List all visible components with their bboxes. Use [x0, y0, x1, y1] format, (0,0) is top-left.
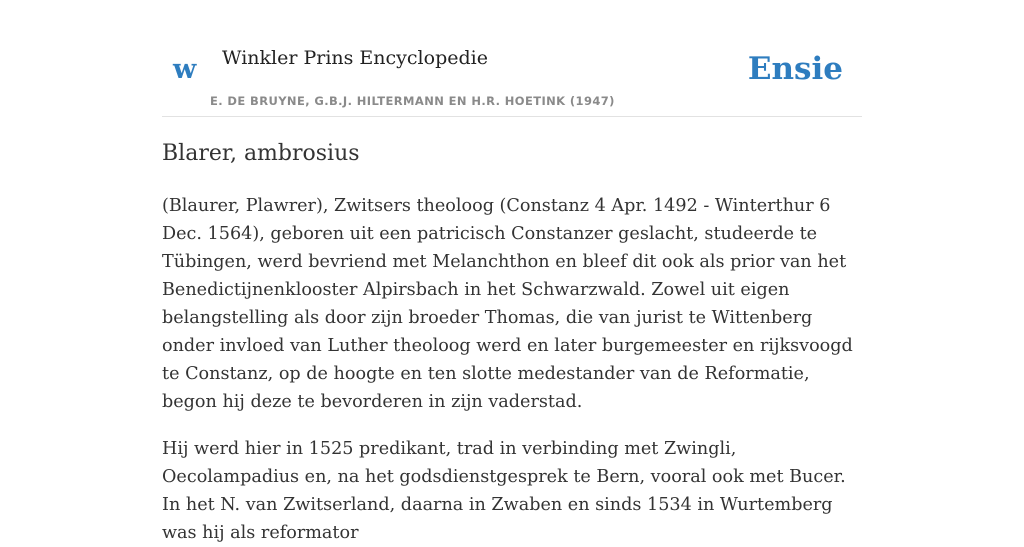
article-paragraph: Hij werd hier in 1525 predikant, trad in verbinding met Zwingli, Oecolampadius en, na het godsdienstgesprek te Bern, vooral ook met Bucer. In het N. van Zwitserland, daarna in Zwaben en sinds 1534 in Wurtemberg was hij als reformator: [162, 439, 846, 543]
article-paragraph: (Blaurer, Plawrer), Zwitsers theoloog (Constanz 4 Apr. 1492 - Winterthur 6 Dec. 1564), geboren uit een patricisch Constanzer geslacht, studeerde te Tübingen, werd bevriend met Melanchthon en bleef dit ook als prior van het Benedictijnenklooster Alpirsbach in het Schwarzwald. Zowel uit eigen belangstelling als door zijn broeder Thomas, die van jurist te Wittenberg onder invloed van Luther theoloog werd en later burgemeester en rijksvoogd te Constanz, op de hoogte en ten slotte medestander van de Reformatie, begon hij deze te bevorderen in zijn vaderstad.: [162, 196, 853, 412]
encyclopedia-title[interactable]: Winkler Prins Encyclopedie: [222, 47, 488, 69]
ensie-logo[interactable]: Ensie: [747, 51, 843, 87]
article: [162, 136, 862, 547]
encyclopedia-authors: E. DE BRUYNE, G.B.J. HILTERMANN EN H.R. HOETINK (1947): [210, 94, 615, 108]
article-title: Blarer, ambrosius: [162, 141, 360, 166]
site-header: [162, 0, 862, 117]
winkler-prins-logo-icon[interactable]: w: [173, 54, 197, 85]
